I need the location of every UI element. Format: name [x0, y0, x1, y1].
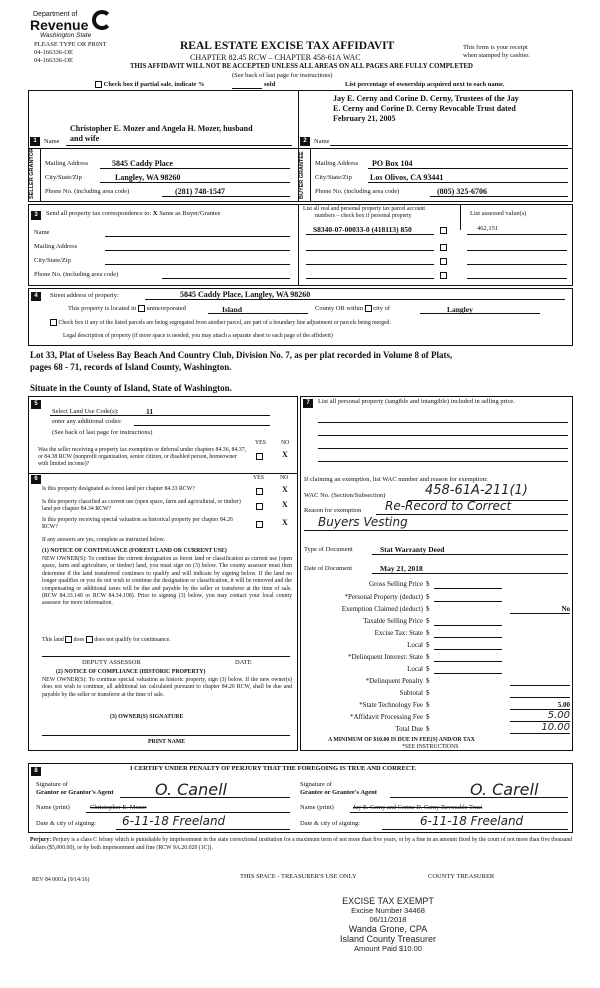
land-qualify-row: This land does does not qualify for continuance. — [42, 636, 171, 643]
see-instructions-note: *SEE INSTRUCTIONS — [402, 744, 459, 750]
seller-address[interactable]: 5845 Caddy Place — [112, 159, 173, 168]
parcel-personal-checkbox-2[interactable] — [440, 242, 447, 251]
seller-phone[interactable]: (281) 748-1547 — [175, 187, 225, 196]
section-3-number: 3 — [31, 211, 41, 220]
partial-sale-label: Check box if partial sale, indicate % — [103, 81, 205, 88]
fee-delinquent-state: *Delinquent Interest: State $ — [310, 653, 570, 663]
notice-continuance-text: NEW OWNER(S): To continue the current designation as forest land or classification as current use (open space, farm and agriculture, or timber) land, you must sign on (3) below. The county assessor must then determine if the land transferred continues to qualify and will indicate by signing below. If the land no longer qualifies or you do not wish to continue the designation or classification, it will be removed and the compensating or additional taxes will be due and payable by the seller or transferor at the time of sale. (RCW 84.33.140 or RCW 84.34.108). Prior to signing (3) below, you may contact your local county assessor for more information. — [42, 556, 292, 607]
legal-label: Legal description of property (if more space is needed, you may attach a separate sheet to each page of the affidavit) — [63, 333, 333, 339]
exemption-question: Was the seller receiving a property tax exemption or deferral under chapters 84.36, 84.37, or 84.38 RCW (nonprofit organization, senior citizen, or disabled person, homeowner with limited income)? — [38, 447, 246, 467]
reason-label: Reason for exemption — [304, 507, 362, 514]
current-use-no-mark[interactable]: X — [282, 500, 288, 509]
fee-affidavit: *Affidavit Processing Fee $ 5.00 — [350, 710, 570, 721]
buyer-name-line-2[interactable]: E. Cerny and Corine D. Cerny Revocable Trust dated — [333, 104, 516, 113]
tech-fee-value[interactable]: 5.00 — [557, 701, 570, 709]
parcel-personal-checkbox-1[interactable] — [440, 225, 447, 234]
ref-number-1: 04-166336-OE — [34, 49, 73, 56]
fee-excise-local: Local $ — [310, 641, 570, 651]
fee-total: Total Due $ 10.00 — [395, 722, 570, 733]
deputy-date-label: DATE — [235, 659, 252, 666]
corr-address-field[interactable] — [105, 250, 290, 251]
historic-no-mark[interactable]: X — [282, 518, 288, 527]
list-percentage: List percentage of ownership acquired next to each name. — [345, 81, 505, 88]
buyer-phone-label: Phone No. (including area code) — [315, 188, 400, 195]
land-use-code[interactable]: 11 — [146, 407, 154, 416]
grantee-name-label: Name (print) — [300, 804, 334, 811]
stamp-line-3: 06/11/2018 — [369, 915, 407, 924]
forest-no-mark[interactable]: X — [282, 485, 288, 494]
grantee-name-print[interactable]: Jay E. Cerny and Corine D. Cerny Revocable Trust — [353, 804, 483, 811]
affidavit-fee-value[interactable]: 5.00 — [547, 710, 570, 721]
logo-washington: Washington State — [40, 32, 92, 39]
personal-property-line-1[interactable] — [318, 422, 568, 423]
property-city[interactable]: Langley — [447, 305, 473, 314]
seller-address-label: Mailing Address — [45, 160, 89, 167]
logo-revenue: Revenue — [30, 17, 89, 33]
buyer-name-label: Name — [314, 138, 330, 145]
grantee-signature[interactable]: O. Carell — [470, 780, 539, 799]
partial-sale-sold: sold — [264, 81, 276, 88]
land-use-see-back: (See back of last page for instructions) — [52, 429, 153, 436]
notice-compliance-title: (2) NOTICE OF COMPLIANCE (HISTORIC PROPERTY) — [56, 669, 206, 675]
land-use-label: Select Land Use Code(s): — [52, 408, 119, 415]
exemption-claimed-value[interactable]: No — [561, 605, 570, 613]
partial-sale-pct-line[interactable] — [232, 88, 262, 89]
doc-date-label: Date of Document — [304, 565, 353, 572]
form-warning: THIS AFFIDAVIT WILL NOT BE ACCEPTED UNLESS ALL AREAS ON ALL PAGES ARE FULLY COMPLETED — [130, 63, 473, 70]
current-use-yes-box[interactable] — [256, 501, 263, 510]
fee-technology: *State Technology Fee $ 5.00 — [359, 701, 570, 709]
property-county[interactable]: Island — [222, 305, 243, 314]
stamp-line-2: Excise Number 34468 — [351, 906, 425, 915]
seller-side-label: SELLER GRANTOR — [29, 148, 35, 199]
form-chapter: CHAPTER 82.45 RCW – CHAPTER 458-61A WAC — [190, 53, 361, 62]
located-row: This property is located in unincorporated — [68, 305, 186, 312]
if-yes-text: If any answers are yes, complete as instructed below. — [42, 537, 165, 543]
parcel-header-1: List all real and personal property tax parcel account — [303, 206, 426, 212]
grantee-date-label: Date & city of signing: — [300, 820, 360, 827]
assessed-header: List assessed value(s) — [470, 210, 527, 217]
corr-name-label: Name — [34, 229, 50, 236]
personal-property-line-4[interactable] — [318, 461, 568, 462]
owner-signature-label: (3) OWNER(S) SIGNATURE — [110, 714, 184, 720]
doc-type-label: Type of Document — [304, 546, 353, 553]
seller-city[interactable]: Langley, WA 98260 — [115, 173, 181, 182]
seller-name-line-2[interactable]: and wife — [70, 134, 100, 143]
legal-line-1: Lot 33, Plat of Useless Bay Beach And Country Club, Division No. 7, as per plat recorded in Volume 8 of Plats, — [30, 350, 453, 360]
section-1-number: 1 — [30, 137, 40, 146]
exemption-yes-box[interactable] — [256, 451, 263, 460]
wac-number[interactable]: 458-61A-211(1) — [425, 483, 528, 498]
treasurer-stamp — [318, 896, 458, 953]
grantee-date-city[interactable]: 6-11-18 Freeland — [420, 814, 524, 828]
stamp-line-1: EXCISE TAX EXEMPT — [342, 896, 434, 906]
segregated-row: Check box if any of the listed parcels are being segregated from another parcel, are part of a boundary line adjustment or parcels being merged. — [50, 319, 391, 326]
reason-line-2[interactable]: Buyers Vesting — [318, 515, 408, 529]
property-street[interactable]: 5845 Caddy Place, Langley, WA 98260 — [180, 290, 311, 299]
street-label: Street address of property: — [50, 292, 119, 299]
parcel-header-2: numbers – check box if personal property — [315, 213, 412, 219]
see-back: (See back of last page for instructions) — [232, 72, 333, 79]
correspondence-row: Send all property tax correspondence to: X Same as Buyer/Grantee — [46, 210, 221, 217]
minimum-fee-note: A MINIMUM OF $10.00 IS DUE IN FEE(S) AND/OR TAX — [328, 737, 475, 743]
land-does-not-checkbox[interactable] — [86, 636, 93, 643]
fee-personal: *Personal Property (deduct) $ — [310, 593, 570, 603]
total-due-value[interactable]: 10.00 — [541, 722, 570, 733]
logo-mark-icon — [92, 10, 112, 30]
section-8-number: 8 — [31, 767, 41, 776]
grantee-sig-label-1: Signature of — [300, 781, 332, 788]
corr-phone-label: Phone No. (including area code) — [34, 271, 119, 278]
receipt-line-1: This form is your receipt — [463, 44, 528, 51]
buyer-name-line-3[interactable]: February 21, 2005 — [333, 114, 396, 123]
fee-taxable: Taxable Selling Price $ — [310, 617, 570, 627]
unincorporated-checkbox[interactable] — [138, 305, 145, 312]
fee-gross: Gross Selling Price $ — [310, 580, 570, 590]
perjury-notice: Perjury: Perjury is a class C felony which is punishable by imprisonment in the state correctional institution for a maximum term of not more than five years, or by a fine in an amount fixed by the court of not more than five thousand dollars ($5,000.00), or by both imprisonment and fine (RCW 9A.20.020 (1C)). — [30, 837, 573, 851]
corr-address-label: Mailing Address — [34, 243, 78, 250]
logo-dept-of: Department of — [33, 11, 78, 18]
doc-type[interactable]: Stat Warranty Deed — [380, 545, 445, 554]
grantor-name-label: Name (print) — [36, 804, 70, 811]
wac-label: WAC No. (Section/Subsection) — [304, 492, 386, 499]
deputy-assessor-label: DEPUTY ASSESSOR — [82, 659, 141, 666]
parcel-personal-checkbox-4[interactable] — [440, 270, 447, 279]
treasurer-space-label: THIS SPACE - TREASURER'S USE ONLY — [240, 873, 357, 880]
parcel-personal-checkbox-3[interactable] — [440, 256, 447, 265]
buyer-address-label: Mailing Address — [315, 160, 359, 167]
fee-subtotal: Subtotal $ — [310, 689, 570, 699]
grantor-date-city[interactable]: 6-11-18 Freeland — [122, 814, 226, 828]
personal-property-line-3[interactable] — [318, 448, 568, 449]
s6-no-header: NO — [280, 475, 289, 481]
fee-penalty: *Delinquent Penalty $ — [310, 677, 570, 687]
grantor-name-print[interactable]: Christopher E. Mozer — [90, 804, 147, 811]
reason-line-1[interactable]: Re-Record to Correct — [385, 499, 512, 513]
grantor-date-label: Date & city of signing: — [36, 820, 96, 827]
section-5-number: 5 — [31, 400, 41, 409]
legal-line-2: pages 68 - 71, records of Island County, Washington. — [30, 362, 232, 372]
partial-sale-row — [95, 81, 205, 88]
s6-yes-header: YES — [253, 475, 264, 481]
additional-codes-field[interactable] — [134, 425, 270, 426]
county-or-row: County OR within city of — [315, 305, 391, 312]
fee-delinquent-local: Local $ — [310, 665, 570, 675]
partial-sale-checkbox[interactable] — [95, 81, 102, 88]
certify-statement: I CERTIFY UNDER PENALTY OF PERJURY THAT THE FOREGOING IS TRUE AND CORRECT. — [130, 765, 417, 772]
section-4-number: 4 — [31, 292, 41, 301]
form-number: REV 84 0001a (9/14/16) — [32, 877, 90, 883]
corr-city-label: City/State/Zip — [34, 257, 71, 264]
stamp-line-4: Wanda Grone, CPA — [348, 924, 428, 934]
notice-compliance-text: NEW OWNER(S): To continue special valuation as historic property, sign (3) below. If the new owner(s) does not wish to continue, all additional tax calculated pursuant to chapter 84.26 RCW, shall be due and payable by the seller or transferor at the time of sale. — [42, 677, 292, 698]
corr-city-field[interactable] — [105, 264, 290, 265]
print-name-label: PRINT NAME — [148, 739, 186, 745]
same-as-buyer-mark[interactable]: X — [152, 210, 158, 217]
segregated-checkbox[interactable] — [50, 319, 57, 326]
personal-property-label: List all personal property (tangible and intangible) included in selling price. — [318, 398, 515, 405]
seller-name-line-1[interactable]: Christopher E. Mozer and Angela H. Mozer, husband — [70, 124, 253, 133]
notice-continuance-title: (1) NOTICE OF CONTINUANCE (FOREST LAND OR CURRENT USE) — [42, 548, 227, 554]
claiming-exemption-label: If claiming an exemption, list WAC number and reason for exemption: — [304, 476, 488, 483]
grantee-sig-label-2: Grantee or Grantee's Agent — [300, 789, 377, 796]
receipt-line-2: when stamped by cashier. — [463, 52, 530, 59]
exemption-no-mark[interactable]: X — [282, 450, 288, 459]
section-6-number: 6 — [31, 475, 41, 484]
assessed-value[interactable]: 462,151 — [477, 225, 499, 232]
additional-codes-label: enter any additional codes: — [52, 418, 122, 425]
historic-question: Is this property receiving special valuation as historical property per chapter 84.26 RCW? — [42, 517, 233, 530]
current-use-question: Is this property classified as current use (open space, farm and agricultural, or timber) land per chapter 84.34 RCW? — [42, 499, 241, 512]
historic-yes-box[interactable] — [256, 519, 263, 528]
ref-number-2: 04-166336-OE — [34, 57, 73, 64]
grantor-sig-label-1: Signature of — [36, 781, 68, 788]
fee-excise-state: Excise Tax: State $ — [310, 629, 570, 639]
corr-phone-field[interactable] — [162, 278, 290, 279]
parcel-number[interactable]: S8340-07-00033-0 (418113) 850 — [313, 225, 412, 234]
county-treasurer-label: COUNTY TREASURER — [428, 873, 495, 880]
grantor-signature[interactable]: O. Canell — [155, 780, 227, 799]
dor-logo — [28, 10, 118, 40]
buyer-side-label: BUYER GRANTEE — [299, 151, 305, 199]
seller-name-label: Name — [44, 138, 60, 145]
buyer-address[interactable]: PO Box 104 — [372, 159, 413, 168]
stamp-line-5: Island County Treasurer — [339, 934, 437, 944]
buyer-city[interactable]: Los Olivos, CA 93441 — [370, 173, 444, 182]
fee-exemption: Exemption Claimed (deduct) $ No — [341, 605, 570, 613]
corr-name-field[interactable] — [105, 236, 290, 237]
buyer-phone[interactable]: (805) 325-6706 — [437, 187, 487, 196]
seller-phone-label: Phone No. (including area code) — [45, 188, 130, 195]
city-of-checkbox[interactable] — [365, 305, 372, 312]
situate-line: Situate in the County of Island, State of Washington. — [30, 383, 232, 393]
forest-yes-box[interactable] — [256, 486, 263, 495]
personal-property-line-2[interactable] — [318, 435, 568, 436]
s5-no-header: NO — [281, 440, 290, 446]
forest-question: Is this property designated as forest land per chapter 84.33 RCW? — [42, 486, 195, 492]
land-does-checkbox[interactable] — [65, 636, 72, 643]
s5-yes-header: YES — [255, 440, 266, 446]
section-7-number: 7 — [303, 399, 313, 408]
stamp-line-6: Amount Paid $10.00 — [354, 944, 422, 953]
please-type: PLEASE TYPE OR PRINT — [34, 41, 107, 48]
section-2-number: 2 — [300, 137, 310, 146]
form-title: REAL ESTATE EXCISE TAX AFFIDAVIT — [180, 40, 395, 52]
doc-date[interactable]: May 21, 2018 — [380, 564, 423, 573]
buyer-city-label: City/State/Zip — [315, 174, 352, 181]
seller-city-label: City/State/Zip — [45, 174, 82, 181]
owner-signature-field[interactable] — [42, 735, 290, 736]
buyer-name-line-1[interactable]: Jay E. Cerny and Corine D. Cerny, Trustees of the Jay — [333, 94, 519, 103]
grantor-sig-label-2: Grantor or Grantor's Agent — [36, 789, 114, 796]
